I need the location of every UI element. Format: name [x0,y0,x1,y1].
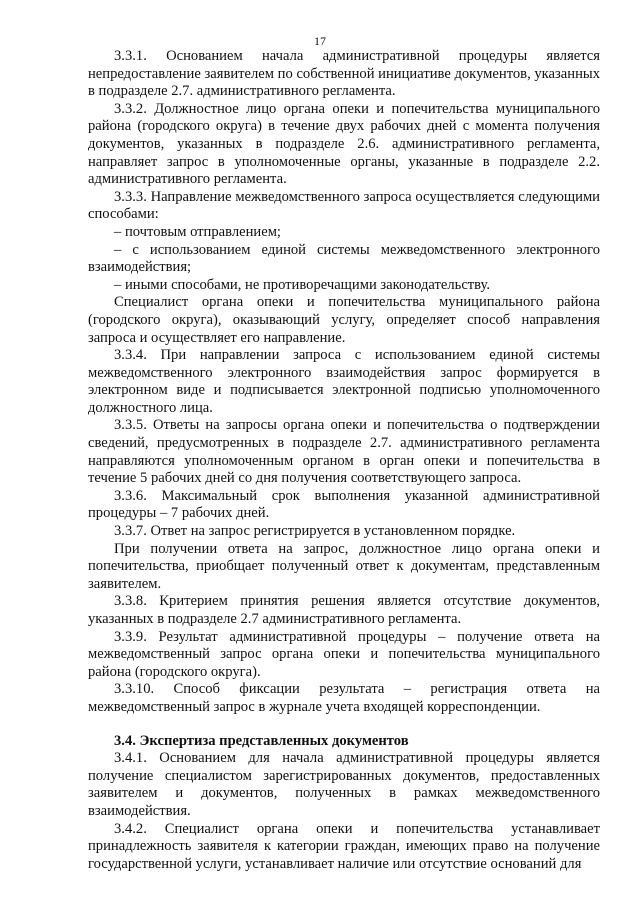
paragraph-3-3-1: 3.3.1. Основанием начала административной процедуры является непредоставление заявителем по собственной инициативе документов, указанных в подразделе 2.7. административного регламента. [88,48,600,100]
paragraph-3-3-2: 3.3.2. Должностное лицо органа опеки и попечительства муниципального района (городского округа) в течение двух рабочих дней с момента получения документов, указанных в подразделе 2.6. административного регламента, направляет запрос в уполномоченные органы, указанные в подразделе 2.2. административного регламента. [88,100,600,188]
paragraph-3-3-3: 3.3.3. Направление межведомственного запроса осуществляется следующими способами: [88,188,600,223]
paragraph-3-4-2: 3.4.2. Специалист органа опеки и попечительства устанавливает принадлежность заявителя к категории граждан, имеющих право на получение государственной услуги, устанавливает наличие или отсутствие оснований для [88,820,600,872]
paragraph-3-4-1: 3.4.1. Основанием для начала административной процедуры является получение специалистом зарегистрированных документов, предоставленных заявителем и документов, полученных в рамках межведомственного взаимодействия. [88,750,600,819]
paragraph-3-3-6: 3.3.6. Максимальный срок выполнения указанной административной процедуры – 7 рабочих дней. [88,487,600,522]
list-item-postal: – почтовым отправлением; [114,223,281,240]
list-item-other: – иными способами, не противоречащими законодательству. [114,276,491,293]
paragraph-3-3-9: 3.3.9. Результат административной процедуры – получение ответа на межведомственный запрос органа опеки и попечительства муниципального района (городского округа). [88,628,600,680]
paragraph-3-3-8: 3.3.8. Критерием принятия решения является отсутствие документов, указанных в подразделе 2.7 административного регламента. [88,593,600,627]
section-heading: 3.4. Экспертиза представленных документов [114,732,409,749]
list-item-electronic: – с использованием единой системы межведомственного электронного взаимодействия; [88,241,600,276]
document-body [88,32,600,873]
paragraph-3-3-4: 3.3.4. При направлении запроса с использованием единой системы межведомственного электронного взаимодействия запрос формируется в электронном виде и подписывается электронной подписью уполномоченного должностного лица. [88,347,600,416]
page-number: 17 [314,34,326,48]
paragraph-specialist: Специалист органа опеки и попечительства муниципального района (городского округа), оказывающий услугу, определяет способ направления запроса и осуществляет его направление. [88,294,600,346]
paragraph-response: При получении ответа на запрос, должностное лицо органа опеки и попечительства, приобщает полученный ответ к документам, представленным заявителем. [88,540,600,592]
paragraph-3-3-7: 3.3.7. Ответ на запрос регистрируется в установленном порядке. [114,523,516,540]
paragraph-3-3-10: 3.3.10. Способ фиксации результата – регистрация ответа на межведомственный запрос в журнале учета входящей корреспонденции. [88,681,600,715]
paragraph-3-3-5: 3.3.5. Ответы на запросы органа опеки и попечительства о подтверждении сведений, предусмотренных в подразделе 2.7. административного регламента направляются уполномоченным органом в орган опеки и попечительства в течение 5 рабочих дней со дня получения соответствующего запроса. [88,417,600,487]
